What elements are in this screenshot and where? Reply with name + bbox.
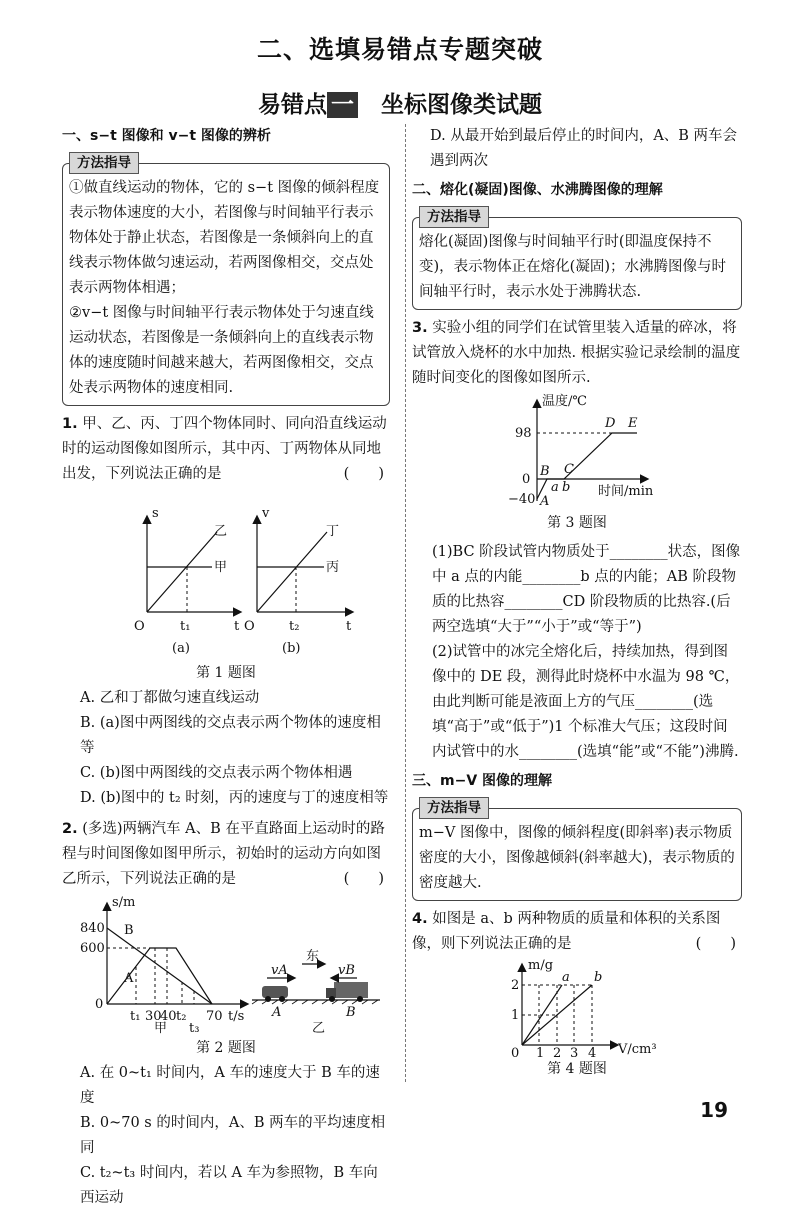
fig1b-line-ding [257,532,327,612]
fig1-caption: 第 1 题图 [196,665,256,681]
fig1b-graph [244,506,352,656]
fig1a-tick: t₁ [180,619,191,634]
topic-prefix: 易错点 [258,92,327,118]
fig2-car-a-label: A [272,1005,282,1020]
fig1a-origin: O [134,619,145,634]
q1-option-a: A. 乙和丁都做匀速直线运动 [80,690,260,706]
fig1a-ylabel: s [152,506,159,521]
q2-text: (多选)两辆汽车 A、B 在平直路面上运动时的路程与时间图像如图甲所示，初始时的运动方向如图乙所示，下列说法正确的是 [62,821,385,887]
section-title: 二、选填易错点专题突破 [256,35,543,64]
topic-title [0,86,800,119]
fig1b-tick: t₂ [289,619,300,634]
figure-1 [62,487,390,656]
fig1b-label-bing: 丙 [326,560,340,575]
fig3-pE: E [628,416,638,431]
fig2-sub-yi: 乙 [312,1021,326,1036]
q2-option-c: C. t₂~t₃ 时间内，若以 A 车为参照物，B 车向西运动 [80,1165,378,1206]
fig1b-ylabel: v [262,506,270,521]
q4-number: 4. [412,911,428,927]
q4-answer-paren: ( ) [695,936,736,952]
fig4-xtick-3: 3 [570,1046,579,1061]
fig1b-xlabel: t [346,619,352,634]
q4-text: 如图是 a、b 两种物质的质量和体积的关系图像，则下列说法正确的是 [412,911,721,952]
fig4-ytick-2: 2 [511,978,520,993]
fig1b-caption: (b) [282,641,301,656]
fig1b-label-ding: 丁 [326,524,340,539]
fig1b-origin: O [244,619,255,634]
fig2-label-a: A [124,971,134,986]
fig2-y600: 600 [80,941,105,956]
method-text-3: m−V 图像中，图像的倾斜程度(即斜率)表示物质密度的大小，图像越倾斜(斜率越大)，表示物质的密度越大. [419,825,735,891]
figure-2 [62,892,390,1036]
fig2-dir-east: 东 [306,949,320,964]
fig2-xtick-70: 70 [206,1009,223,1024]
q1-option-c: C. (b)图中两图线的交点表示两个物体相遇 [80,765,353,781]
fig2-xlabel: t/s [228,1009,245,1024]
fig3-pa: a [551,480,559,495]
left-column [62,124,390,1211]
q1-text: 甲、乙、丙、丁四个物体同时、同向沿直线运动时的运动图像如图所示，其中丙、丁两物体从同地出发，下列说法正确的是 [62,416,387,482]
fig1a-label-jia: 甲 [214,560,228,575]
fig1a-line-yi [147,532,217,612]
fig4-xtick-1: 1 [536,1046,545,1061]
fig2-origin: 0 [95,997,104,1012]
fig2-ylabel: s/m [112,895,136,910]
fig3-pb: b [562,480,571,495]
fig3-pC: C [564,462,574,477]
q2-option-b: B. 0~70 s 的时间内，A、B 两车的平均速度相同 [80,1115,386,1156]
fig4-label-a: a [562,970,570,985]
car-b-icon [334,982,368,998]
fig2-yi-graph [252,949,380,1036]
fig2-xtick-t2: t₂ [176,1009,187,1024]
fig3-ylabel: 温度/℃ [542,394,587,409]
fig2-line-b [107,928,212,1004]
topic-text: 坐标图像类试题 [381,92,542,118]
fig4-label-b: b [594,970,603,985]
method-text-1a: ①做直线运动的物体，它的 s−t 图像的倾斜程度表示物体速度的大小，若图像与时间轴平行表示物体处于静止状态，若图像是一条倾斜向上的直线表示物体做匀速运动，若两图像相交，交点处表示两物体相遇； [69,180,380,296]
question-3 [412,316,742,391]
q2-option-a: A. 在 0~t₁ 时间内，A 车的速度大于 B 车的速度 [80,1065,380,1106]
car-a-icon [262,986,288,998]
q3-text: 实验小组的同学们在试管里装入适量的碎冰，将试管放入烧杯的水中加热. 根据实验记录绘制的温度随时间变化的图像如图所示. [412,320,741,386]
fig4-xtick-4: 4 [588,1046,597,1061]
fig2-vb: vB [338,963,355,978]
fig4-caption: 第 4 题图 [547,1061,607,1077]
fig2-xtick-t3: t₃ [189,1021,200,1036]
column-divider [405,124,406,1082]
q3-part1: (1)BC 阶段试管内物质处于________状态，图像中 a 点的内能________b 点的内能；AB 阶段物质的比热容________CD 阶段物质的比热容.(后两空选填“大于”“小于”或“等于”) [432,544,741,635]
method-box-3 [412,800,742,901]
fig3-y0: 0 [522,472,531,487]
fig3-pA: A [540,494,550,509]
section-1-title: 一、s−t 图像和 v−t 图像的辨析 [62,128,271,144]
method-text-2: 熔化(凝固)图像与时间轴平行时(即温度保持不变)，表示物体正在熔化(凝固)；水沸腾图像与时间轴平行时，表示水处于沸腾状态. [419,234,726,300]
fig4-xlabel: V/cm³ [618,1042,657,1057]
q2-option-d: D. 从最开始到最后停止的时间内，A、B 两车会遇到两次 [430,128,738,169]
fig2-sub-jia: 甲 [154,1021,168,1036]
fig3-yneg40: −40 [508,492,536,507]
figure-4 [412,957,742,1061]
fig2-caption: 第 2 题图 [196,1040,256,1056]
section-3-title: 三、m−V 图像的理解 [412,773,553,789]
fig4-ylabel: m/g [528,958,554,973]
fig2-car-b-label: B [346,1005,356,1020]
fig4-origin: 0 [511,1046,520,1061]
fig2-xtick-40: 40 [160,1009,177,1024]
fig3-xlabel: 时间/min [598,484,654,499]
method-tag: 方法指导 [69,152,139,174]
topic-number: 一 [327,92,358,118]
question-4 [412,907,742,957]
fig2-va: vA [271,963,288,978]
fig2-line-a [107,948,212,1004]
fig2-xtick-t1: t₁ [130,1009,141,1024]
fig2-y840: 840 [80,921,105,936]
figure-3 [412,391,742,511]
section-2-title: 二、熔化(凝固)图像、水沸腾图像的理解 [412,182,663,198]
fig2-jia-graph [80,895,247,1036]
page-number: 19 [700,1098,728,1122]
fig3-y98: 98 [515,426,532,441]
fig1a-xlabel: t [234,619,240,634]
fig3-pD: D [605,416,616,431]
question-1 [62,412,390,487]
fig1a-label-yi: 乙 [214,524,228,539]
method-box-1 [62,155,390,406]
fig4-xtick-2: 2 [553,1046,562,1061]
fig2-xtick-30: 30 [145,1009,162,1024]
q3-number: 3. [412,320,428,336]
q1-option-b: B. (a)图中两图线的交点表示两个物体的速度相等 [80,715,381,756]
fig4-ytick-1: 1 [511,1008,520,1023]
q3-part2: (2)试管中的冰完全熔化后，持续加热，得到图像中的 DE 段，测得此时烧杯中水温为 98 ℃，由此判断可能是液面上方的气压________(选填“高于”或“低于”)1 个标准大气压；这段时间内试管中的水________(选填“能”或“不能”)沸腾. [432,644,740,760]
q1-option-d: D. (b)图中的 t₂ 时刻，丙的速度与丁的速度相等 [80,790,389,806]
fig3-pB: B [540,464,550,479]
method-text-1b: ②v−t 图像与时间轴平行表示物体处于匀速直线运动状态，若图像是一条倾斜向上的直线表示物体的速度随时间越来越大，若两图像相交，交点处表示两物体的速度相同. [69,305,374,396]
fig1a-caption: (a) [172,641,190,656]
q2-number: 2. [62,821,78,837]
right-column [412,124,742,1082]
q2-answer-paren: ( ) [343,871,384,887]
fig1a-graph [134,506,240,656]
method-tag-3: 方法指导 [419,797,489,819]
fig3-caption: 第 3 题图 [547,515,607,531]
question-2 [62,817,390,892]
q1-answer-paren: ( ) [343,466,384,482]
method-box-2 [412,209,742,310]
q1-number: 1. [62,416,78,432]
fig2-label-b: B [124,923,134,938]
method-tag-2: 方法指导 [419,206,489,228]
